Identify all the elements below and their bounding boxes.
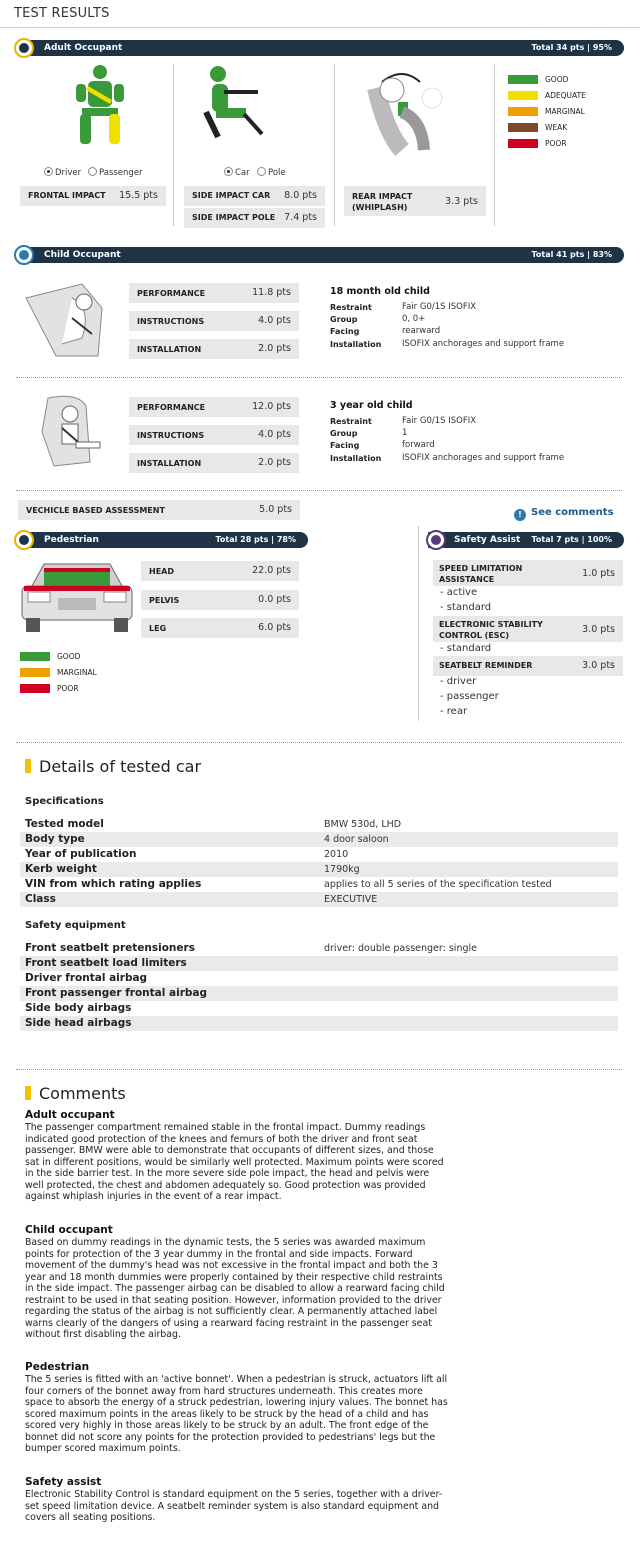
seatbelt-item: - passenger	[440, 691, 499, 702]
child-occupant-bar	[18, 247, 624, 263]
child-g2-title: 3 year old child	[330, 400, 413, 411]
installation-value: ISOFIX anchorages and support frame	[402, 453, 565, 463]
safety-equipment-heading: Safety equipment	[25, 920, 126, 931]
child-occupant-icon	[14, 245, 34, 265]
legend-swatch	[20, 668, 50, 677]
adult-occupant-icon	[14, 38, 34, 58]
restraint-key: Restraint	[330, 417, 372, 426]
child-g2-installation	[129, 453, 299, 473]
details-title: Details of tested car	[39, 757, 202, 776]
legend-item	[508, 90, 618, 106]
frontal-impact-score	[20, 186, 166, 206]
legend-label: GOOD	[545, 75, 569, 84]
radio-icon	[257, 167, 266, 176]
installation-label: INSTALLATION	[137, 345, 202, 354]
rearward-child-seat-figure	[22, 278, 122, 358]
legend-item	[508, 122, 618, 138]
legend-swatch	[508, 91, 538, 100]
frontal-dummy-figure	[70, 62, 130, 152]
radio-selected-icon	[224, 167, 233, 176]
restraint-value: Fair G0/1S ISOFIX	[402, 416, 477, 426]
child-g2-performance	[129, 397, 299, 417]
speed-limitation-score	[433, 560, 623, 586]
row-value: BMW 530d, LHD	[324, 819, 402, 830]
installation-label: INSTALLATION	[137, 459, 202, 468]
table-row	[20, 832, 618, 847]
facing-value: rearward	[402, 326, 441, 336]
table-row	[20, 986, 618, 1001]
esc-sublabel: CONTROL (ESC)	[439, 631, 510, 640]
group-value: 1	[402, 428, 408, 438]
table-row	[20, 877, 618, 892]
divider	[16, 377, 622, 378]
vehicle-assessment-label: VECHICLE BASED ASSESSMENT	[26, 506, 165, 515]
rear-impact-sublabel: (WHIPLASH)	[352, 203, 408, 212]
legend-label: MARGINAL	[57, 668, 97, 677]
vehicle-assessment-value: 5.0 pts	[259, 504, 292, 515]
rear-impact-label: REAR IMPACT	[352, 192, 413, 201]
pedestrian-total: Total 28 pts | 78%	[215, 535, 296, 544]
see-comments-label: See comments	[531, 507, 614, 518]
instructions-label: INSTRUCTIONS	[137, 317, 205, 326]
group-key: Group	[330, 429, 358, 438]
radio-icon	[88, 167, 97, 176]
legend-swatch	[20, 684, 50, 693]
pedestrian-leg-score	[141, 618, 299, 638]
adult-occupant-total: Total 34 pts | 95%	[531, 43, 612, 52]
row-key: Body type	[25, 833, 85, 845]
divider	[16, 490, 622, 491]
see-comments-link[interactable]	[514, 507, 614, 521]
divider	[494, 64, 495, 226]
radio-passenger-label: Passenger	[99, 168, 143, 178]
instructions-label: INSTRUCTIONS	[137, 431, 205, 440]
radio-car[interactable]	[224, 167, 250, 178]
installation-key: Installation	[330, 454, 382, 463]
comment-heading: Adult occupant	[25, 1109, 115, 1121]
comment-text: Electronic Stability Control is standard equipment on the 5 series, together with a driver-set speed limitation device. A seatbelt reminder system is also standard equipment and covers all seating positions.	[25, 1489, 443, 1523]
child-occupant-total: Total 41 pts | 83%	[531, 250, 612, 259]
row-value: 1790kg	[324, 864, 360, 875]
head-label: HEAD	[149, 567, 174, 576]
side-impact-car-value: 8.0 pts	[284, 190, 317, 201]
side-impact-car-label: SIDE IMPACT CAR	[192, 191, 271, 200]
side-dummy-figure	[196, 62, 276, 152]
seatbelt-reminder-value: 3.0 pts	[582, 660, 615, 671]
row-value: driver: double passenger: single	[324, 943, 477, 954]
radio-car-label: Car	[235, 168, 250, 178]
row-key: Class	[25, 893, 56, 905]
group-value: 0, 0+	[402, 314, 426, 324]
facing-key: Facing	[330, 441, 360, 450]
seatbelt-reminder-score	[433, 656, 623, 676]
installation-value: 2.0 pts	[258, 457, 291, 468]
vehicle-based-assessment	[18, 500, 300, 520]
legend-item	[508, 138, 618, 154]
row-key: Tested model	[25, 818, 104, 830]
divider	[173, 64, 174, 226]
child-g1-instructions	[129, 311, 299, 331]
table-row	[20, 1016, 618, 1031]
leg-value: 6.0 pts	[258, 622, 291, 633]
safety-assist-total: Total 7 pts | 100%	[531, 535, 612, 544]
legend-swatch	[508, 75, 538, 84]
legend-item	[20, 683, 130, 699]
instructions-value: 4.0 pts	[258, 429, 291, 440]
row-value: 4 door saloon	[324, 834, 389, 845]
radio-pole[interactable]	[257, 167, 286, 178]
row-key: Driver frontal airbag	[25, 972, 148, 984]
table-row	[20, 862, 618, 877]
row-key: Side head airbags	[25, 1017, 132, 1029]
divider	[0, 27, 640, 28]
legend-item	[508, 74, 618, 90]
rear-impact-score	[344, 186, 486, 216]
table-row	[20, 892, 618, 907]
legend-swatch	[508, 107, 538, 116]
radio-pole-label: Pole	[268, 168, 286, 178]
section-marker	[25, 759, 31, 773]
legend-item	[20, 667, 130, 683]
radio-driver[interactable]	[44, 167, 81, 178]
divider	[16, 1069, 622, 1070]
frontal-impact-value: 15.5 pts	[119, 190, 158, 201]
row-key: Front passenger frontal airbag	[25, 987, 207, 999]
comments-title: Comments	[39, 1084, 126, 1103]
speed-limitation-label: SPEED LIMITATION	[439, 564, 523, 573]
row-key: Front seatbelt load limiters	[25, 957, 187, 969]
page-title: TEST RESULTS	[14, 6, 110, 21]
row-key: Side body airbags	[25, 1002, 132, 1014]
table-row	[20, 847, 618, 862]
table-row	[20, 941, 618, 956]
divider	[334, 64, 335, 226]
performance-label: PERFORMANCE	[137, 289, 206, 298]
leg-label: LEG	[149, 624, 167, 633]
esc-item: - standard	[440, 643, 492, 654]
seatbelt-item: - rear	[440, 706, 468, 717]
legend-item	[20, 651, 130, 667]
legend-swatch	[20, 652, 50, 661]
row-key: VIN from which rating applies	[25, 878, 202, 890]
speed-limitation-sublabel: ASSISTANCE	[439, 575, 495, 584]
side-impact-pole-value: 7.4 pts	[284, 212, 317, 223]
legend-label: POOR	[57, 684, 79, 693]
specifications-heading: Specifications	[25, 796, 104, 807]
restraint-value: Fair G0/1S ISOFIX	[402, 302, 477, 312]
legend-label: ADEQUATE	[545, 91, 586, 100]
frontal-impact-label: FRONTAL IMPACT	[28, 191, 106, 200]
adult-occupant-label: Adult Occupant	[44, 43, 123, 53]
row-key: Front seatbelt pretensioners	[25, 942, 195, 954]
esc-score	[433, 616, 623, 642]
comment-text: The passenger compartment remained stable in the frontal impact. Dummy readings indicated good protection of the knees and femurs of both the driver and front seat passenger. BMW were able to demonstrate that occupants of different sizes, and those sat in different positions, would be similarly well protected. Maximum points were scored in the side barrier test. In the more severe side pole impact, the head and pelvis were well protected, the chest and abdomen adequately so. Good protection was provided against whiplash injuries in the event of a rear impact.	[25, 1122, 444, 1202]
row-value: 2010	[324, 849, 349, 860]
section-marker	[25, 1086, 31, 1100]
side-impact-car-score	[184, 186, 325, 206]
table-row	[20, 956, 618, 971]
performance-value: 11.8 pts	[252, 287, 291, 298]
safety-assist-label: Safety Assist	[454, 535, 521, 545]
child-g1-title: 18 month old child	[330, 286, 430, 297]
radio-passenger[interactable]	[88, 167, 143, 178]
facing-value: forward	[402, 440, 435, 450]
pedestrian-icon	[14, 530, 34, 550]
safety-assist-bar	[428, 532, 624, 548]
divider	[418, 526, 419, 721]
comment-text: Based on dummy readings in the dynamic tests, the 5 series was awarded maximum points for protection of the 3 year dummy in the frontal and side impacts. Forward movement of the dummy's head was not excessive in the frontal impact and both the 3 year and 18 month dummies were properly contained by their respective child restraints in the side impact. The passenger airbag can be disabled to allow a rearward facing child restraint to be used in that seating position. However, information provided to the driver regarding the status of the airbag is not sufficiently clear. A permanently attached label warns clearly of the dangers of using a rearward facing restraint in the passenger seat without first disabling the airbag.	[25, 1237, 445, 1340]
performance-label: PERFORMANCE	[137, 403, 206, 412]
instructions-value: 4.0 pts	[258, 315, 291, 326]
legend-label: MARGINAL	[545, 107, 585, 116]
pedestrian-legend	[20, 651, 130, 699]
esc-label: ELECTRONIC STABILITY	[439, 620, 543, 629]
car-front-figure	[18, 556, 136, 638]
comment-heading: Child occupant	[25, 1224, 113, 1236]
installation-value: 2.0 pts	[258, 343, 291, 354]
table-row	[20, 1001, 618, 1016]
divider	[16, 742, 622, 743]
rear-impact-value: 3.3 pts	[445, 196, 478, 207]
row-value: applies to all 5 series of the specification tested	[324, 879, 552, 890]
performance-value: 12.0 pts	[252, 401, 291, 412]
seatbelt-reminder-label: SEATBELT REMINDER	[439, 661, 533, 670]
legend-swatch	[508, 139, 538, 148]
child-g1-installation	[129, 339, 299, 359]
comment-text: The 5 series is fitted with an 'active bonnet'. When a pedestrian is struck, actuators lift all four corners of the bonnet away from hard structures underneath. This creates more space to absorb the energy of a struck pedestrian, lowering injury values. The bonnet has scored maximum points in the areas likely to be struck by the head of a child and has scored very highly in those areas likely to be struck by an adult. The front edge of the bonnet did not score any points for the protection provided to pedestrians' legs but the bumper scored maximum points.	[25, 1374, 448, 1454]
speed-item: - standard	[440, 602, 492, 613]
table-row	[20, 971, 618, 986]
side-impact-pole-score	[184, 208, 325, 228]
adult-occupant-bar	[18, 40, 624, 56]
installation-key: Installation	[330, 340, 382, 349]
legend-label: POOR	[545, 139, 567, 148]
row-value: EXECUTIVE	[324, 894, 378, 905]
pedestrian-pelvis-score	[141, 590, 299, 610]
child-g2-instructions	[129, 425, 299, 445]
legend-swatch	[508, 123, 538, 132]
comment-heading: Safety assist	[25, 1476, 102, 1488]
speed-limitation-value: 1.0 pts	[582, 568, 615, 579]
forward-child-seat-figure	[28, 392, 118, 472]
pelvis-value: 0.0 pts	[258, 594, 291, 605]
head-value: 22.0 pts	[252, 565, 291, 576]
comment-heading: Pedestrian	[25, 1361, 90, 1373]
row-key: Kerb weight	[25, 863, 97, 875]
group-key: Group	[330, 315, 358, 324]
whiplash-dummy-figure	[362, 62, 452, 157]
facing-key: Facing	[330, 327, 360, 336]
pedestrian-head-score	[141, 561, 299, 581]
pedestrian-label: Pedestrian	[44, 535, 99, 545]
rating-legend	[508, 74, 618, 154]
safety-assist-icon	[426, 530, 446, 550]
child-g1-performance	[129, 283, 299, 303]
comment-icon: !	[514, 509, 526, 521]
legend-item	[508, 106, 618, 122]
speed-item: - active	[440, 587, 478, 598]
child-occupant-label: Child Occupant	[44, 250, 121, 260]
pelvis-label: PELVIS	[149, 596, 180, 605]
legend-label: GOOD	[57, 652, 81, 661]
installation-value: ISOFIX anchorages and support frame	[402, 339, 565, 349]
radio-selected-icon	[44, 167, 53, 176]
esc-value: 3.0 pts	[582, 624, 615, 635]
seatbelt-item: - driver	[440, 676, 477, 687]
radio-driver-label: Driver	[55, 168, 82, 178]
table-row	[20, 817, 618, 832]
pedestrian-bar	[18, 532, 308, 548]
restraint-key: Restraint	[330, 303, 372, 312]
row-key: Year of publication	[25, 848, 137, 860]
side-impact-pole-label: SIDE IMPACT POLE	[192, 213, 276, 222]
legend-label: WEAK	[545, 123, 568, 132]
